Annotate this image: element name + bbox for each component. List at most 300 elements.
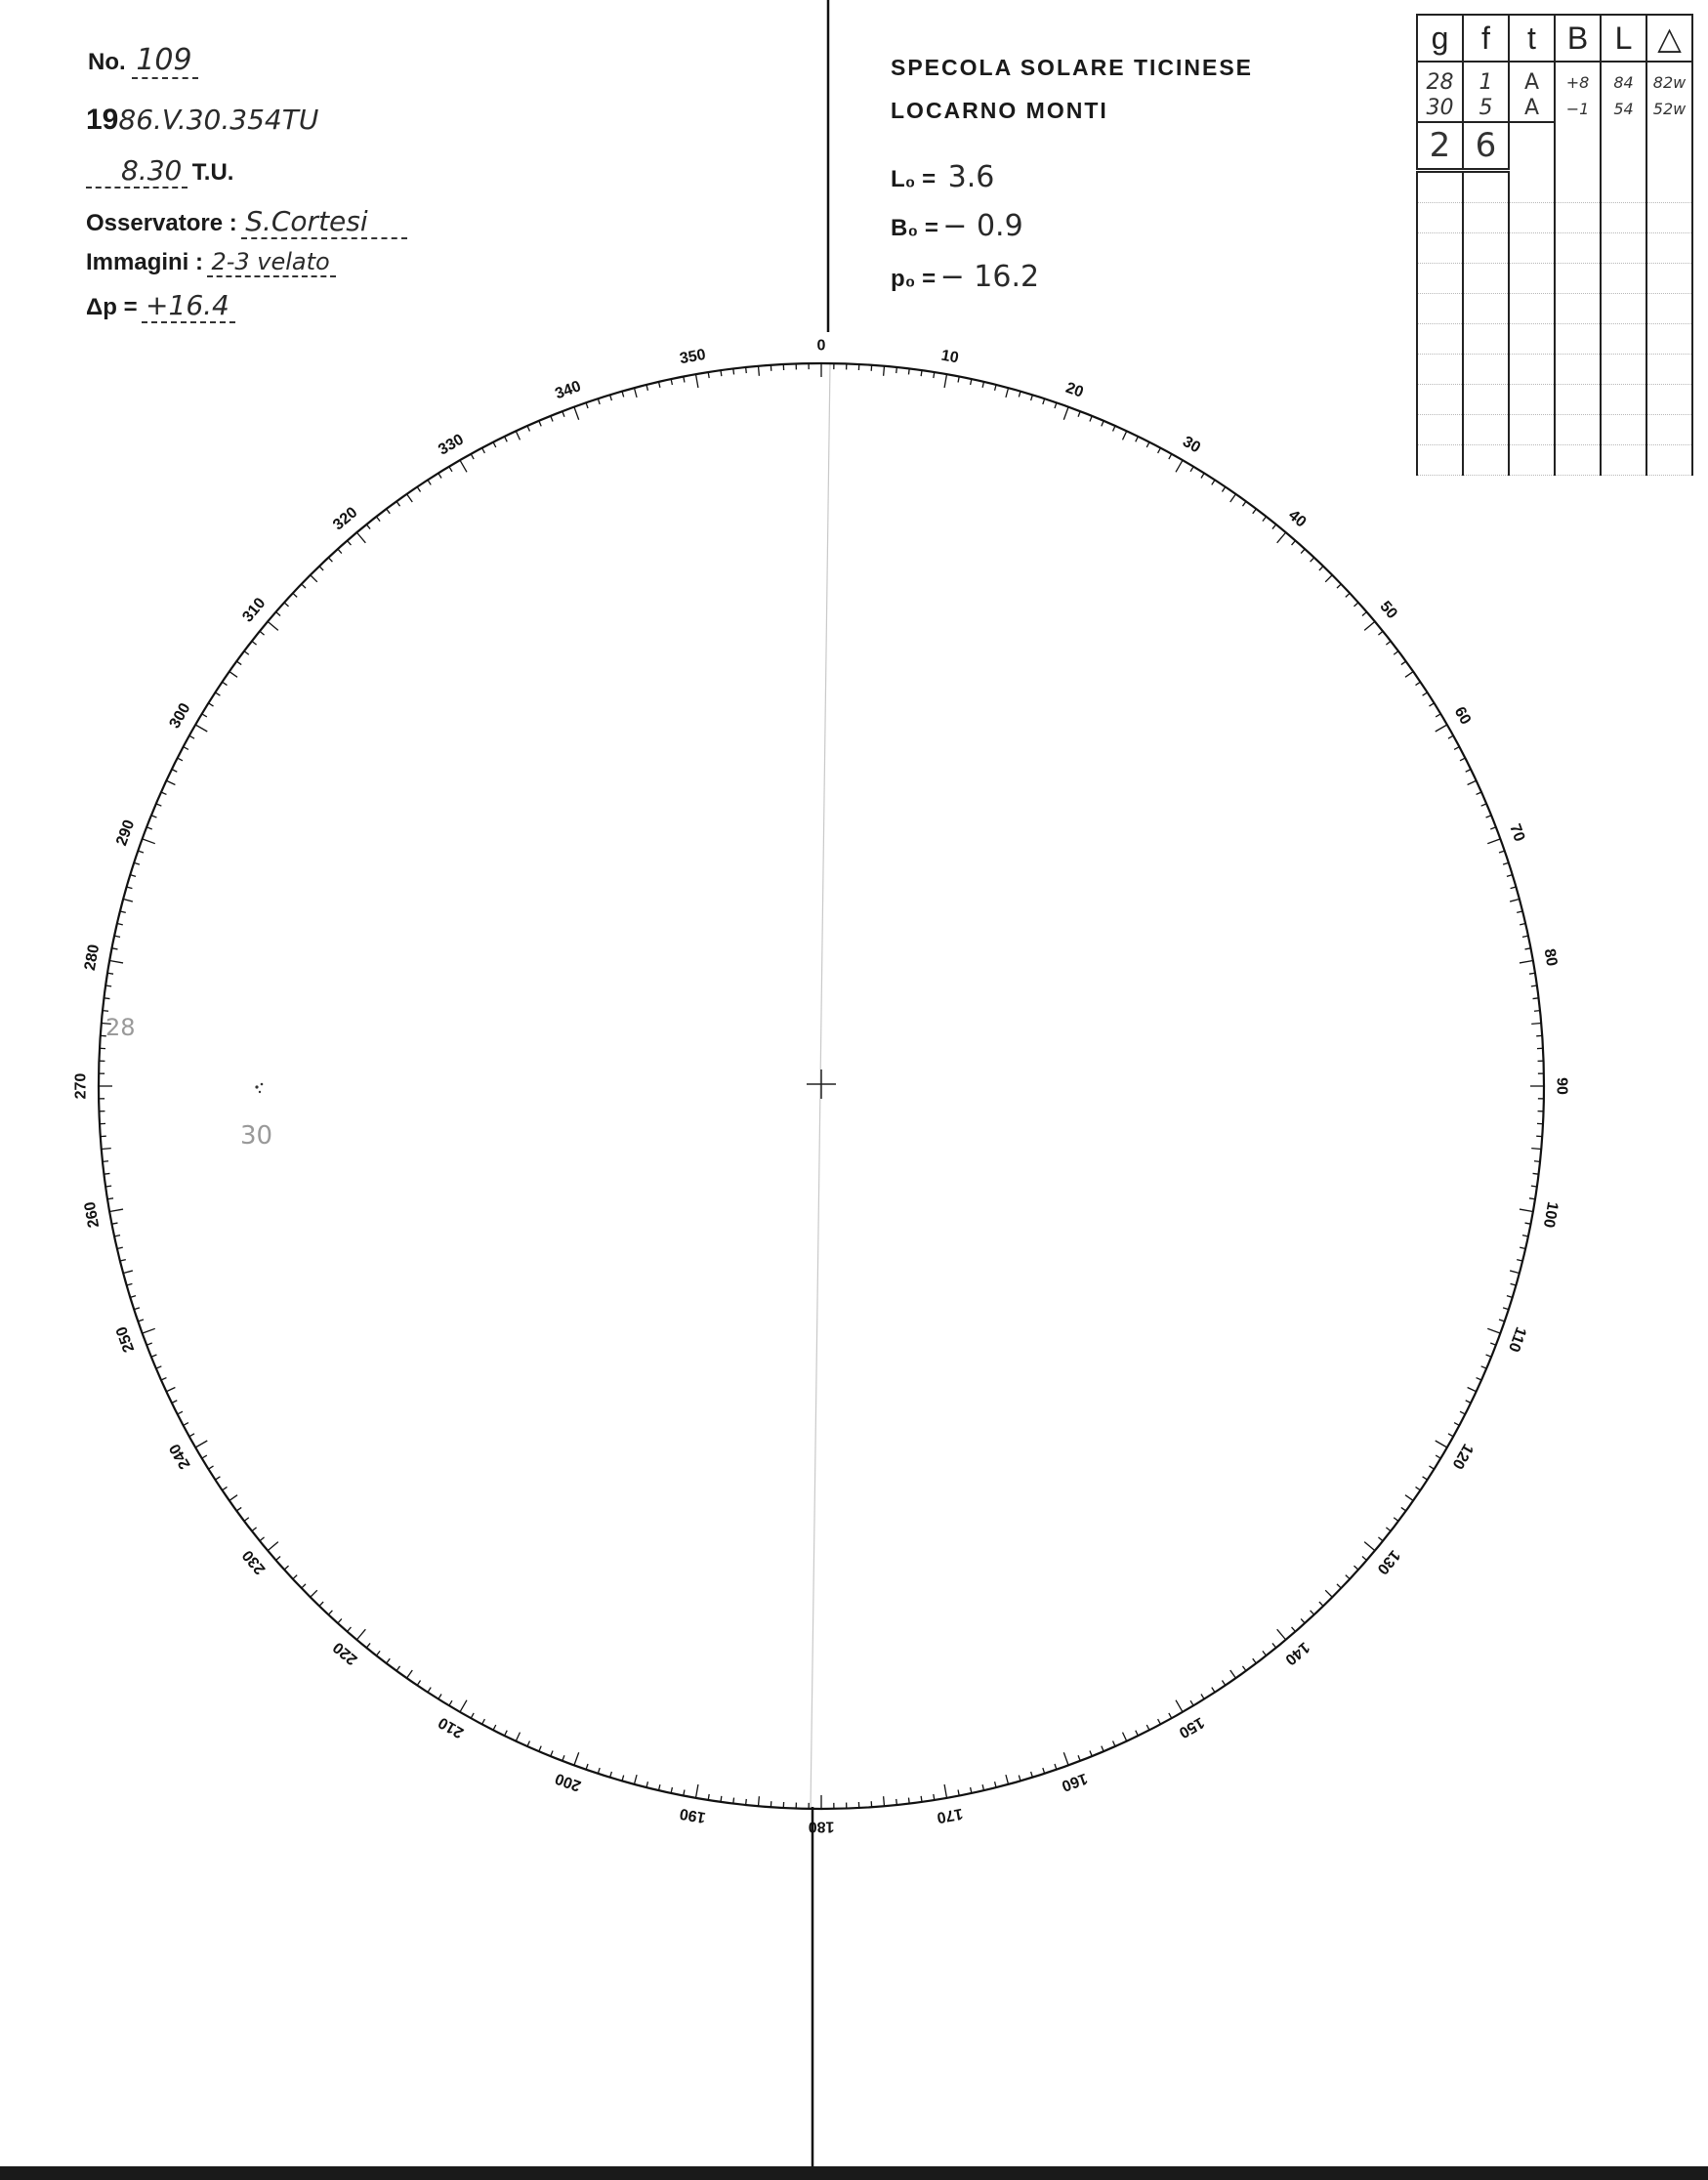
degree-tick [471, 1713, 474, 1718]
number-value: 109 [132, 43, 197, 79]
date-line [86, 104, 318, 137]
degree-tick [319, 566, 323, 570]
table-total-row [1417, 122, 1692, 171]
degree-tick [1529, 973, 1535, 974]
l0-label: L₀ = [891, 166, 937, 192]
degree-tick [1078, 1755, 1080, 1761]
degree-tick [622, 1776, 624, 1782]
blank-row [1417, 264, 1692, 294]
degree-tick [1531, 985, 1537, 986]
degree-tick [130, 1296, 136, 1298]
degree-tick [102, 1149, 111, 1150]
degree-tick [151, 1355, 157, 1357]
degree-tick [759, 1796, 760, 1806]
cell: +8 [1555, 62, 1601, 96]
degree-tick [1517, 911, 1522, 912]
degree-label-270: 270 [72, 1072, 90, 1100]
degree-label-160: 160 [1059, 1769, 1090, 1794]
degree-tick [1405, 1495, 1413, 1501]
degree-tick [1242, 501, 1246, 506]
degree-tick [1401, 661, 1406, 665]
b0-line [891, 209, 1023, 243]
degree-tick [229, 1495, 237, 1501]
degree-tick [1253, 509, 1257, 514]
degree-tick [1454, 747, 1459, 750]
degree-tick [236, 1507, 241, 1511]
degree-tick [1102, 421, 1104, 427]
degree-tick [1337, 1584, 1341, 1588]
degree-tick [396, 1666, 400, 1671]
degree-label-20: 20 [1062, 379, 1086, 401]
observatory-name: SPECOLA SOLARE TICINESE [891, 55, 1254, 80]
degree-tick [934, 372, 935, 378]
degree-tick [995, 1782, 996, 1787]
degree-tick [1531, 1024, 1541, 1025]
degree-tick [1490, 827, 1496, 829]
blank-row [1417, 415, 1692, 445]
degree-tick [598, 1768, 600, 1774]
degree-tick [539, 1746, 541, 1752]
degree-tick [1405, 672, 1413, 678]
degree-tick [696, 1784, 698, 1798]
table-header-row [1417, 15, 1692, 62]
degree-tick [746, 1799, 747, 1805]
degree-tick [1090, 416, 1092, 422]
observer-value: S.Cortesi [241, 205, 406, 239]
time-label: T.U. [191, 159, 234, 186]
degree-tick [1019, 392, 1021, 398]
degree-tick [562, 411, 564, 417]
degree-tick [1230, 494, 1236, 502]
cell: 5 [1463, 96, 1509, 122]
degree-tick [127, 887, 133, 889]
degree-tick [1292, 541, 1296, 546]
degree-tick [482, 448, 485, 453]
degree-tick [252, 641, 257, 645]
degree-tick [1520, 961, 1533, 963]
degree-tick [708, 1794, 709, 1800]
degree-tick [151, 816, 157, 818]
degree-tick [105, 985, 111, 986]
degree-tick [982, 1784, 983, 1790]
degree-tick [934, 1794, 935, 1800]
degree-tick [1468, 780, 1477, 784]
degree-tick [1436, 1455, 1440, 1458]
p0-label: p₀ = [891, 266, 937, 292]
observer-label: Osservatore : [86, 210, 237, 236]
degree-tick [1272, 1643, 1276, 1648]
degree-tick [156, 1366, 162, 1368]
degree-label-210: 210 [436, 1713, 467, 1741]
degree-tick [1113, 1741, 1115, 1746]
degree-tick [104, 998, 110, 999]
delta-p-label: Δp = [86, 294, 138, 320]
degree-tick [268, 621, 278, 630]
degree-tick [1123, 1733, 1127, 1741]
degree-tick [493, 442, 496, 447]
degree-tick [1460, 758, 1465, 761]
degree-tick [759, 366, 760, 376]
degree-label-150: 150 [1176, 1713, 1207, 1741]
degree-tick [1212, 1688, 1215, 1693]
degree-tick [1423, 1477, 1428, 1480]
degree-tick [733, 369, 734, 375]
degree-tick [244, 1518, 249, 1522]
degree-tick [120, 911, 126, 912]
degree-tick [202, 1455, 207, 1458]
degree-tick [189, 735, 194, 738]
degree-label-340: 340 [553, 378, 584, 403]
degree-tick [1136, 1731, 1139, 1736]
degree-tick [610, 1772, 612, 1778]
degree-tick [1212, 480, 1215, 484]
cell: 82w [1646, 62, 1692, 96]
total-g: 2 [1417, 122, 1463, 171]
degree-tick [1362, 612, 1367, 616]
degree-label-60: 60 [1450, 704, 1475, 728]
degree-tick [311, 1590, 317, 1597]
degree-label-140: 140 [1281, 1638, 1312, 1668]
p0-value: − 16.2 [939, 260, 1040, 294]
degree-label-350: 350 [678, 346, 707, 368]
degree-tick [178, 1411, 183, 1414]
degree-tick [284, 1566, 288, 1570]
degree-label-100: 100 [1539, 1200, 1562, 1230]
degree-tick [995, 385, 996, 391]
degree-tick [1507, 875, 1513, 877]
degree-tick [527, 426, 529, 431]
degree-tick [1311, 1611, 1314, 1614]
degree-label-120: 120 [1448, 1441, 1477, 1472]
degree-tick [161, 792, 166, 794]
degree-tick [236, 661, 241, 665]
degree-tick [1529, 1198, 1535, 1199]
degree-tick [208, 703, 213, 706]
degree-tick [1487, 839, 1500, 844]
degree-label-200: 200 [553, 1769, 584, 1794]
date-value: 86.V.30.354TU [118, 104, 319, 136]
degree-tick [184, 747, 188, 750]
degree-tick [138, 1320, 144, 1321]
degree-tick [1325, 575, 1332, 582]
degree-tick [1201, 473, 1204, 478]
degree-tick [908, 1798, 909, 1804]
degree-tick [166, 1388, 175, 1392]
degree-tick [1190, 467, 1193, 472]
degree-tick [407, 494, 413, 502]
degree-tick [1481, 1366, 1487, 1368]
degree-tick [921, 370, 922, 376]
degree-tick [659, 382, 660, 388]
degree-tick [293, 1575, 297, 1579]
degree-tick [143, 839, 155, 844]
degree-tick [387, 1658, 391, 1663]
b0-label: B₀ = [891, 215, 938, 241]
degree-tick [1486, 816, 1492, 818]
blank-row [1417, 171, 1692, 203]
degree-tick [1454, 1423, 1459, 1426]
degree-tick [1078, 411, 1080, 417]
degree-tick [146, 1343, 152, 1345]
time-value: 8.30 [86, 154, 187, 189]
degree-tick [311, 575, 317, 582]
degree-label-90: 90 [1553, 1077, 1570, 1095]
degree-tick [172, 1401, 177, 1404]
degree-tick [146, 827, 152, 829]
cell: A [1509, 62, 1555, 96]
degree-tick [1477, 1378, 1481, 1380]
degree-tick [586, 1764, 588, 1770]
cell: −1 [1555, 96, 1601, 122]
date-prefix: 19 [86, 104, 119, 136]
degree-tick [1378, 1537, 1383, 1541]
degree-tick [260, 631, 265, 635]
degree-tick [1394, 1518, 1398, 1522]
degree-tick [1520, 924, 1525, 925]
degree-tick [1136, 437, 1139, 441]
blank-row [1417, 445, 1692, 476]
degree-tick [1325, 1590, 1332, 1597]
degree-tick [120, 1260, 126, 1261]
degree-tick [1460, 1411, 1465, 1414]
degree-label-80: 80 [1540, 947, 1561, 968]
degree-label-110: 110 [1504, 1324, 1529, 1355]
degree-tick [356, 532, 365, 543]
degree-tick [428, 480, 431, 484]
degree-label-320: 320 [330, 504, 361, 534]
degree-tick [1319, 566, 1323, 570]
degree-tick [1190, 1700, 1193, 1705]
degree-tick [1416, 1487, 1421, 1489]
degree-tick [338, 1618, 342, 1622]
degree-tick [1481, 804, 1487, 806]
degree-tick [1169, 454, 1172, 459]
degree-tick [438, 473, 441, 478]
degree-tick [1499, 1320, 1505, 1321]
bottom-border [0, 2166, 1708, 2180]
col-f-header: f [1463, 15, 1509, 62]
degree-tick [1169, 1713, 1172, 1718]
degree-tick [482, 1719, 485, 1724]
degree-tick [1511, 887, 1517, 889]
degree-tick [215, 1477, 220, 1480]
degree-tick [1362, 1557, 1367, 1561]
degree-tick [417, 487, 420, 492]
degree-label-230: 230 [239, 1546, 270, 1577]
degree-tick [1263, 517, 1267, 522]
degree-tick [1448, 1434, 1453, 1437]
degree-tick [1272, 524, 1276, 529]
images-value: 2-3 velato [207, 248, 335, 277]
degree-tick [1531, 1149, 1541, 1150]
degree-tick [1337, 584, 1341, 588]
observer-line [86, 205, 407, 239]
degree-tick [1510, 899, 1520, 901]
degree-tick [1063, 1752, 1068, 1765]
degree-tick [348, 1627, 352, 1632]
degree-tick [428, 1688, 431, 1693]
degree-tick [215, 692, 220, 695]
degree-tick [376, 1651, 380, 1656]
degree-tick [260, 1537, 265, 1541]
degree-tick [1006, 388, 1009, 398]
degree-tick [460, 1700, 467, 1712]
degree-tick [223, 682, 228, 685]
degree-label-40: 40 [1284, 507, 1310, 531]
degree-label-70: 70 [1506, 821, 1528, 845]
table-row [1417, 96, 1692, 122]
degree-tick [407, 1670, 413, 1678]
degree-tick [610, 395, 612, 400]
degree-tick [328, 558, 332, 562]
degree-tick [195, 725, 207, 732]
degree-tick [586, 402, 588, 408]
degree-tick [574, 407, 579, 420]
degree-tick [1533, 1173, 1539, 1174]
degree-tick [746, 367, 747, 373]
degree-tick [244, 651, 249, 655]
degree-tick [944, 374, 946, 388]
degree-tick [1263, 1651, 1267, 1656]
degree-tick [1031, 395, 1033, 400]
degree-label-130: 130 [1373, 1546, 1403, 1577]
table-row [1417, 62, 1692, 96]
degree-label-50: 50 [1376, 598, 1400, 623]
degree-tick [1520, 1247, 1525, 1248]
degree-tick [460, 460, 467, 472]
degree-tick [1533, 998, 1539, 999]
degree-tick [634, 1775, 637, 1784]
degree-label-240: 240 [166, 1441, 194, 1472]
degree-tick [908, 369, 909, 375]
col-b-header: B [1555, 15, 1601, 62]
blank-row [1417, 233, 1692, 264]
degree-tick [1031, 1772, 1033, 1778]
degree-tick [708, 372, 709, 378]
empty-cell [1509, 122, 1555, 171]
degree-tick [896, 367, 897, 373]
degree-tick [1423, 692, 1428, 695]
degree-tick [1146, 442, 1149, 447]
degree-tick [921, 1796, 922, 1802]
degree-tick [172, 770, 177, 773]
degree-tick [195, 1441, 207, 1447]
degree-tick [1043, 1768, 1045, 1774]
degree-tick [1486, 1355, 1492, 1357]
degree-tick [1466, 1401, 1471, 1404]
col-g-header: g [1417, 15, 1463, 62]
degree-tick [302, 584, 306, 588]
degree-tick [1490, 1343, 1496, 1345]
degree-tick [166, 780, 175, 784]
degree-label-30: 30 [1180, 433, 1203, 457]
central-meridian-line [811, 363, 830, 1809]
degree-tick [505, 437, 508, 441]
degree-tick [944, 1784, 946, 1798]
degree-tick [138, 851, 144, 853]
degree-tick [449, 467, 452, 472]
degree-tick [1176, 460, 1183, 472]
p0-line [891, 260, 1039, 294]
cell: 54 [1601, 96, 1646, 122]
degree-tick [156, 804, 162, 806]
degree-tick [1354, 603, 1357, 607]
degree-label-260: 260 [81, 1200, 104, 1230]
col-t-header: t [1509, 15, 1555, 62]
degree-tick [1468, 1388, 1477, 1392]
degree-tick [1201, 1694, 1204, 1698]
degree-tick [1511, 1283, 1517, 1285]
col-l-header: L [1601, 15, 1646, 62]
degree-tick [268, 1542, 278, 1551]
delta-p-value: +16.4 [142, 289, 235, 323]
degree-tick [396, 501, 400, 506]
cell: 52w [1646, 96, 1692, 122]
cell: 30 [1417, 96, 1463, 122]
degree-tick [123, 1271, 133, 1274]
degree-tick [1055, 402, 1057, 408]
degree-tick [516, 431, 520, 440]
degree-tick [123, 899, 133, 901]
group-28-label: 28 [105, 1014, 136, 1041]
degree-tick [1364, 1542, 1375, 1551]
degree-tick [562, 1755, 564, 1761]
degree-tick [1386, 641, 1391, 645]
degree-tick [1517, 1260, 1522, 1261]
blank-row [1417, 203, 1692, 233]
observatory-location: LOCARNO MONTI [891, 98, 1108, 123]
degree-tick [1436, 714, 1440, 717]
degree-tick [449, 1700, 452, 1705]
degree-tick [1503, 862, 1509, 864]
degree-tick [1499, 851, 1505, 853]
degree-tick [622, 392, 624, 398]
degree-tick [1507, 1296, 1513, 1298]
degree-tick [1477, 792, 1481, 794]
degree-tick [107, 1198, 113, 1199]
degree-tick [1242, 1666, 1246, 1671]
degree-tick [1378, 631, 1383, 635]
degree-tick [493, 1725, 496, 1730]
images-label: Immagini : [86, 249, 204, 275]
degree-tick [1277, 532, 1286, 543]
degree-tick [1346, 593, 1350, 597]
cell: 1 [1463, 62, 1509, 96]
degree-tick [105, 1186, 111, 1187]
blank-row [1417, 355, 1692, 385]
degree-tick [338, 549, 342, 553]
degree-tick [293, 593, 297, 597]
degree-tick [884, 1796, 885, 1806]
degree-tick [1510, 1271, 1520, 1274]
sunspot-group-30 [255, 1083, 263, 1094]
degree-label-170: 170 [936, 1804, 965, 1826]
degree-tick [328, 1611, 332, 1614]
degree-label-180: 180 [808, 1818, 835, 1835]
degree-tick [539, 421, 541, 427]
degree-tick [1436, 1441, 1447, 1447]
degree-tick [551, 1751, 553, 1757]
degree-tick [302, 1584, 306, 1588]
degree-label-330: 330 [436, 431, 467, 459]
degree-tick [646, 385, 647, 391]
col-delta-header: △ [1646, 15, 1692, 62]
degree-tick [505, 1731, 508, 1736]
cell: A [1509, 96, 1555, 122]
degree-tick [1311, 558, 1314, 562]
degree-tick [134, 862, 140, 864]
degree-tick [252, 1528, 257, 1531]
